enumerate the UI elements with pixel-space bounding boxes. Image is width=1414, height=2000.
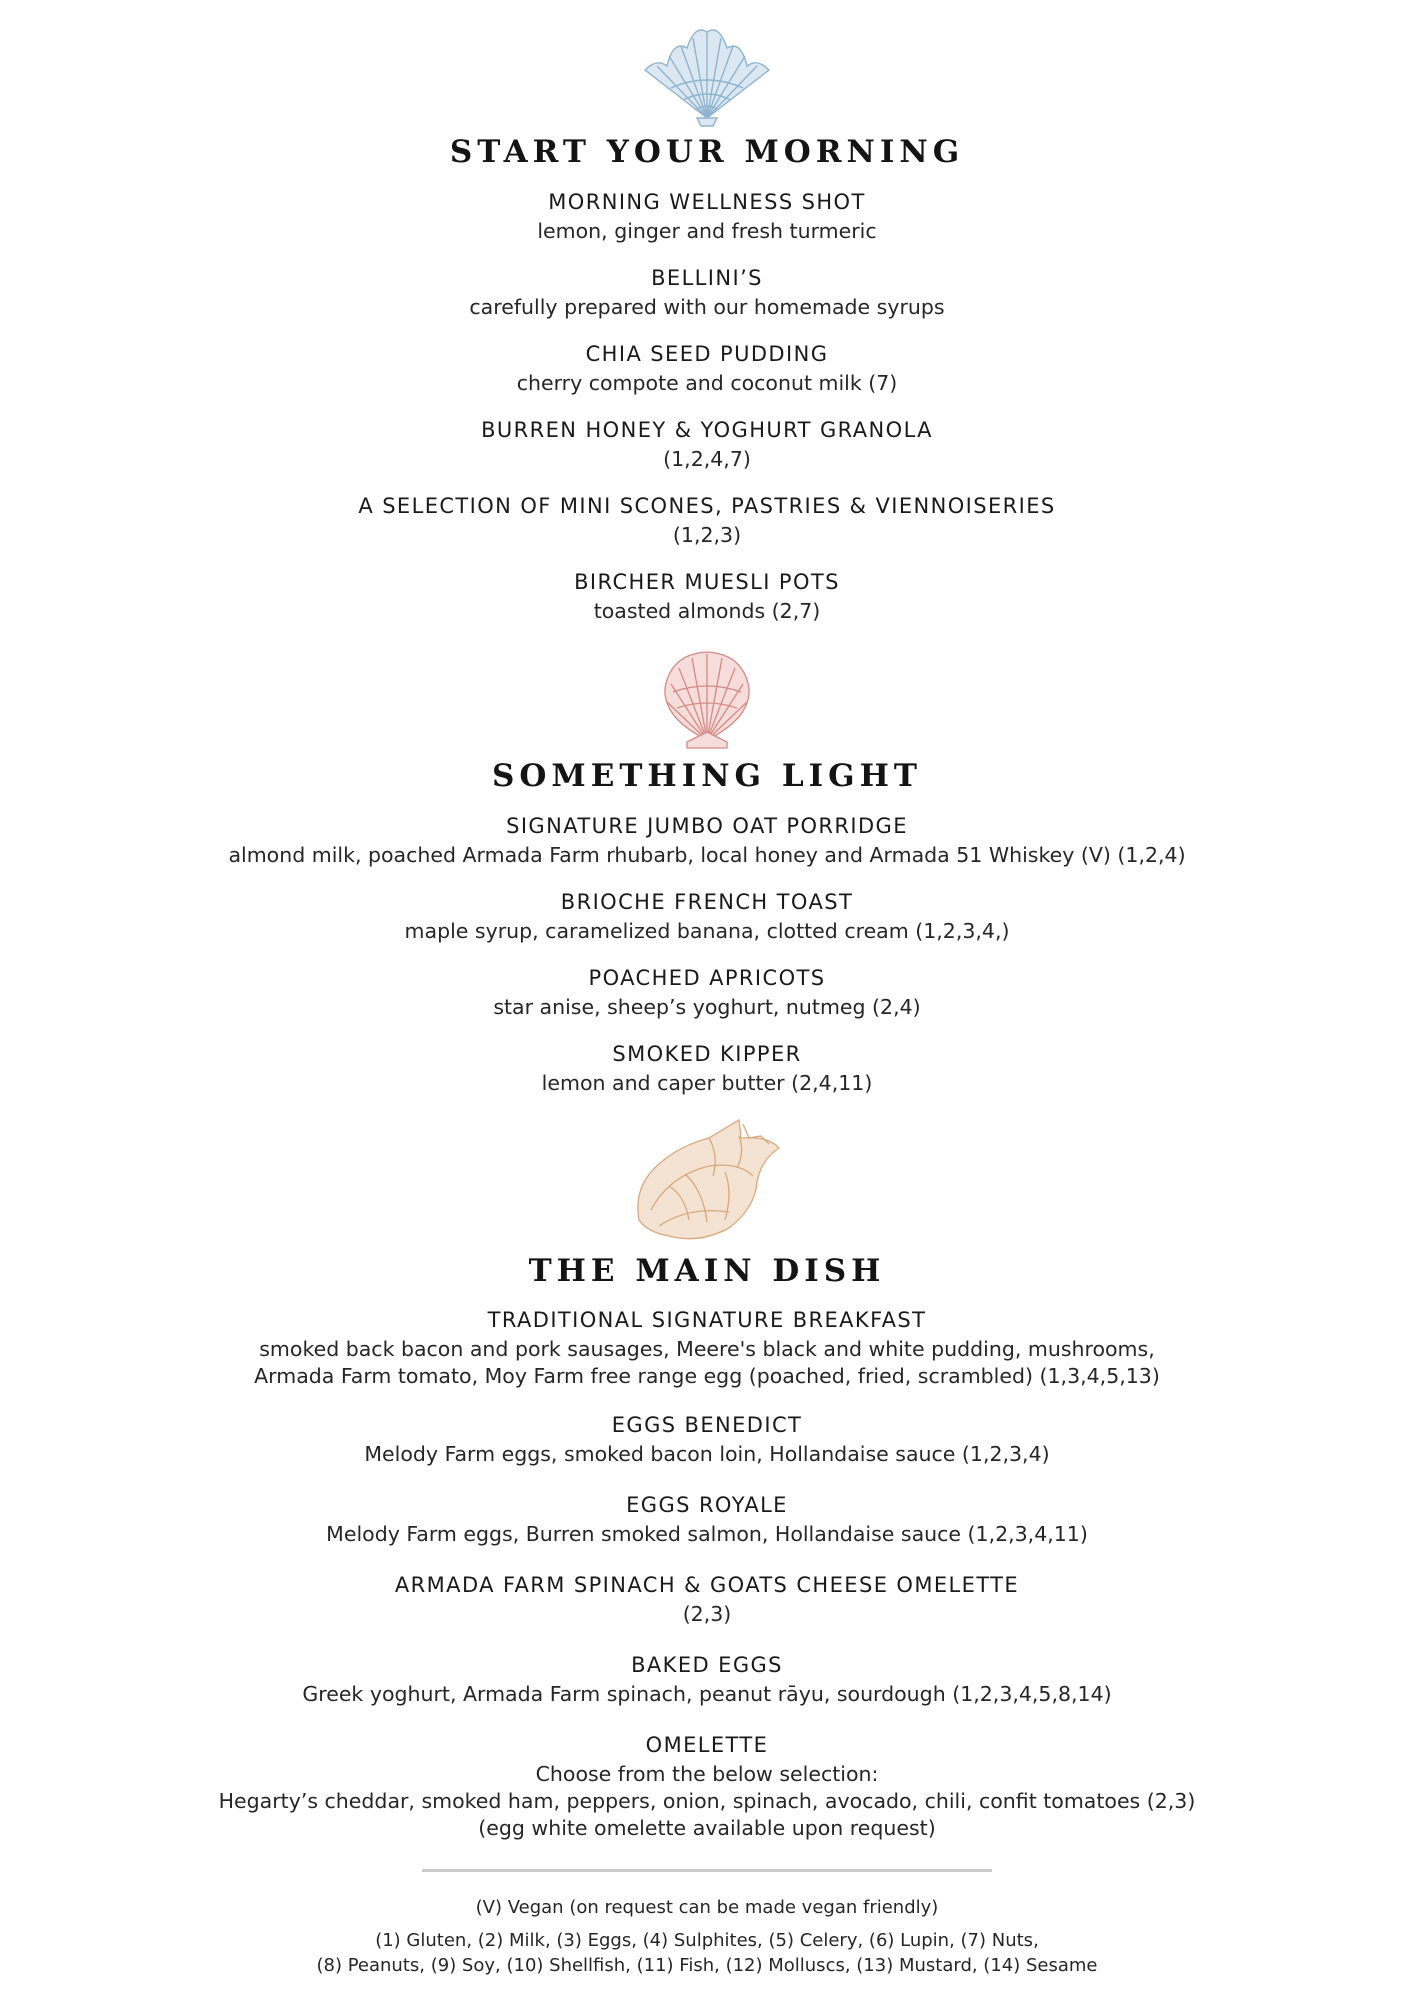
item-name: POACHED APRICOTS bbox=[588, 966, 826, 990]
item bbox=[0, 1573, 1414, 1628]
section-title: THE MAIN DISH bbox=[528, 1253, 886, 1289]
section-something-light bbox=[0, 648, 1414, 750]
item-desc: (egg white omelette available upon request) bbox=[478, 1816, 936, 1840]
fan-shell-icon bbox=[637, 18, 777, 128]
item-name: TRADITIONAL SIGNATURE BREAKFAST bbox=[487, 1308, 927, 1332]
item-name: OMELETTE bbox=[645, 1733, 769, 1757]
allergen-line: (1) Gluten, (2) Milk, (3) Eggs, (4) Sulphites, (5) Celery, (6) Lupin, (7) Nuts, bbox=[375, 1930, 1039, 1951]
item bbox=[0, 1493, 1414, 1548]
item bbox=[0, 1413, 1414, 1468]
item bbox=[0, 814, 1414, 869]
item bbox=[0, 418, 1414, 473]
section-the-main-dish bbox=[0, 1116, 1414, 1244]
item-desc: carefully prepared with our homemade syrups bbox=[469, 295, 945, 319]
item-desc: Greek yoghurt, Armada Farm spinach, peanut rāyu, sourdough (1,2,3,4,5,8,14) bbox=[302, 1682, 1112, 1706]
item-name: SMOKED KIPPER bbox=[612, 1042, 802, 1066]
allergen-legend bbox=[0, 1928, 1414, 1978]
allergen-line: (8) Peanuts, (9) Soy, (10) Shellfish, (11) Fish, (12) Molluscs, (13) Mustard, (14) Sesame bbox=[316, 1955, 1098, 1976]
item bbox=[0, 342, 1414, 397]
item bbox=[0, 190, 1414, 245]
item-desc: Hegarty’s cheddar, smoked ham, peppers, onion, spinach, avocado, chili, confit tomatoes (2,3) bbox=[218, 1789, 1196, 1813]
item-name: EGGS BENEDICT bbox=[611, 1413, 803, 1437]
item-name: BAKED EGGS bbox=[631, 1653, 783, 1677]
item bbox=[0, 266, 1414, 321]
item-desc: Melody Farm eggs, Burren smoked salmon, Hollandaise sauce (1,2,3,4,11) bbox=[326, 1522, 1088, 1546]
item-name: BELLINI’S bbox=[651, 266, 763, 290]
item-desc: lemon, ginger and fresh turmeric bbox=[537, 219, 877, 243]
item-name: CHIA SEED PUDDING bbox=[585, 342, 829, 366]
item-desc: toasted almonds (2,7) bbox=[593, 599, 821, 623]
item-name: SIGNATURE JUMBO OAT PORRIDGE bbox=[506, 814, 908, 838]
item-desc: lemon and caper butter (2,4,11) bbox=[541, 1071, 873, 1095]
item-desc: cherry compote and coconut milk (7) bbox=[516, 371, 898, 395]
item bbox=[0, 1653, 1414, 1708]
item bbox=[0, 1733, 1414, 1842]
section-start-your-morning bbox=[0, 18, 1414, 128]
item bbox=[0, 1308, 1414, 1390]
item-name: ARMADA FARM SPINACH & GOATS CHEESE OMELETTE bbox=[394, 1573, 1020, 1597]
scallop-shell-icon bbox=[657, 648, 757, 750]
section-title: SOMETHING LIGHT bbox=[492, 758, 922, 794]
item-desc: (2,3) bbox=[682, 1602, 732, 1626]
item-desc: (1,2,3) bbox=[672, 523, 742, 547]
item bbox=[0, 1042, 1414, 1097]
item-desc: Armada Farm tomato, Moy Farm free range egg (poached, fried, scrambled) (1,3,4,5,13) bbox=[254, 1364, 1160, 1388]
item-name: BURREN HONEY & YOGHURT GRANOLA bbox=[481, 418, 933, 442]
item-desc: almond milk, poached Armada Farm rhubarb, local honey and Armada 51 Whiskey (V) (1,2,4) bbox=[228, 843, 1186, 867]
item-name: BIRCHER MUESLI POTS bbox=[574, 570, 840, 594]
item bbox=[0, 966, 1414, 1021]
item-desc: maple syrup, caramelized banana, clotted cream (1,2,3,4,) bbox=[404, 919, 1010, 943]
vegan-note: (V) Vegan (on request can be made vegan friendly) bbox=[475, 1897, 939, 1918]
divider bbox=[422, 1869, 992, 1872]
item-desc: star anise, sheep’s yoghurt, nutmeg (2,4) bbox=[493, 995, 921, 1019]
conch-shell-icon bbox=[629, 1116, 785, 1244]
item-name: EGGS ROYALE bbox=[626, 1493, 788, 1517]
item bbox=[0, 570, 1414, 625]
item-desc: Melody Farm eggs, smoked bacon loin, Hollandaise sauce (1,2,3,4) bbox=[364, 1442, 1050, 1466]
item bbox=[0, 890, 1414, 945]
item-name: MORNING WELLNESS SHOT bbox=[548, 190, 866, 214]
item-name: A SELECTION OF MINI SCONES, PASTRIES & VIENNOISERIES bbox=[358, 494, 1056, 518]
section-title: START YOUR MORNING bbox=[449, 134, 965, 170]
item-desc: smoked back bacon and pork sausages, Meere's black and white pudding, mushrooms, bbox=[259, 1337, 1155, 1361]
item bbox=[0, 494, 1414, 549]
item-desc: (1,2,4,7) bbox=[663, 447, 751, 471]
item-desc: Choose from the below selection: bbox=[535, 1762, 879, 1786]
item-name: BRIOCHE FRENCH TOAST bbox=[560, 890, 854, 914]
